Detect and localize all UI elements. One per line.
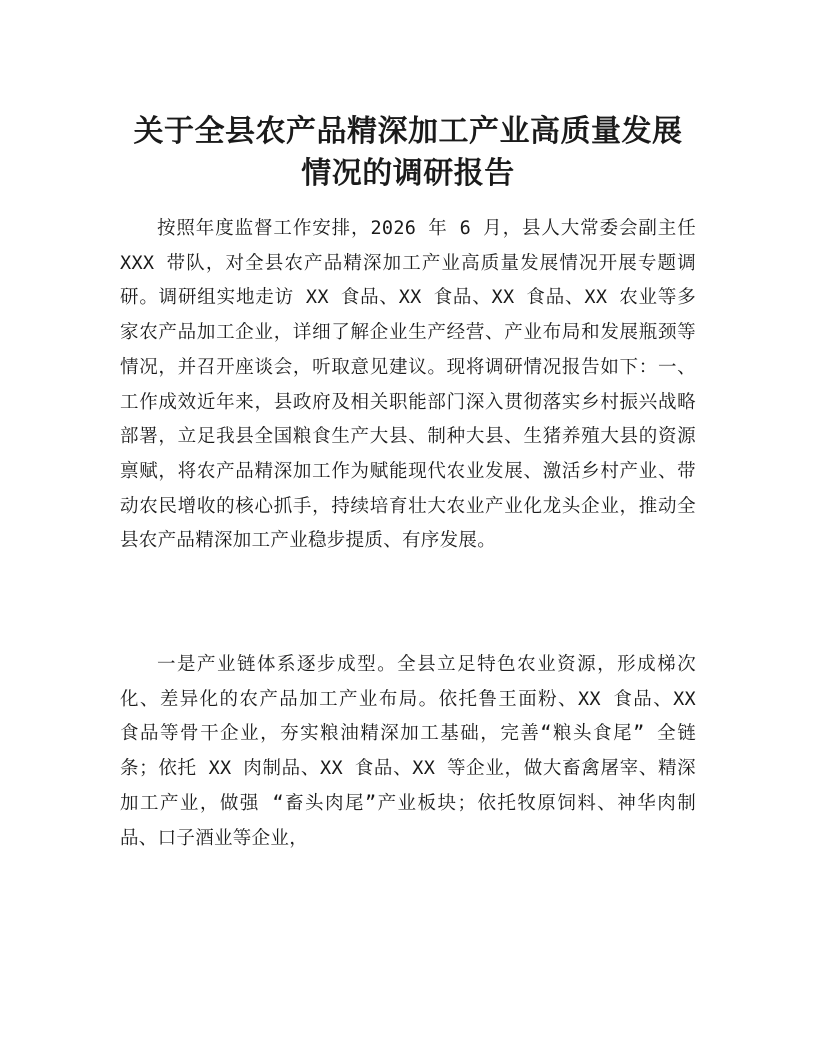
body-paragraph-1: 按照年度监督工作安排，2026 年 6 月，县人大常委会副主任 XXX 带队，对全县农产品精深加工产业高质量发展情况开展专题调研。调研组实地走访 XX 食品、XX 食品、XX 食品、XX 农业等多家农产品加工企业，详细了解企业生产经营、产业布局和发展瓶颈等情况，并召开座谈会，听取意见建议。现将调研情况报告如下：一、工作成效近年来，县政府及相关职能部门深入贯彻落实乡村振兴战略部署，立足我县全国粮食生产大县、制种大县、生猪养殖大县的资源禀赋，将农产品精深加工作为赋能现代农业发展、激活乡村产业、带动农民增收的核心抓手，持续培育壮大农业产业化龙头企业，推动全县农产品精深加工产业稳步提质、有序发展。 <box>120 218 696 552</box>
document-title: 关于全县农产品精深加工产业高质量发展情况的调研报告 <box>133 114 683 191</box>
body-paragraph-2: 一是产业链体系逐步成型。全县立足特色农业资源，形成梯次化、差异化的农产品加工产业布局。依托鲁王面粉、XX 食品、XX 食品等骨干企业，夯实粮油精深加工基础，完善“粮头食尾” 全链条；依托 XX 肉制品、XX 食品、XX 等企业，做大畜禽屠宰、精深加工产业，做强 “畜头肉尾”产业板块；依托牧原饲料、神华肉制品、口子酒业等企业， <box>120 654 696 849</box>
